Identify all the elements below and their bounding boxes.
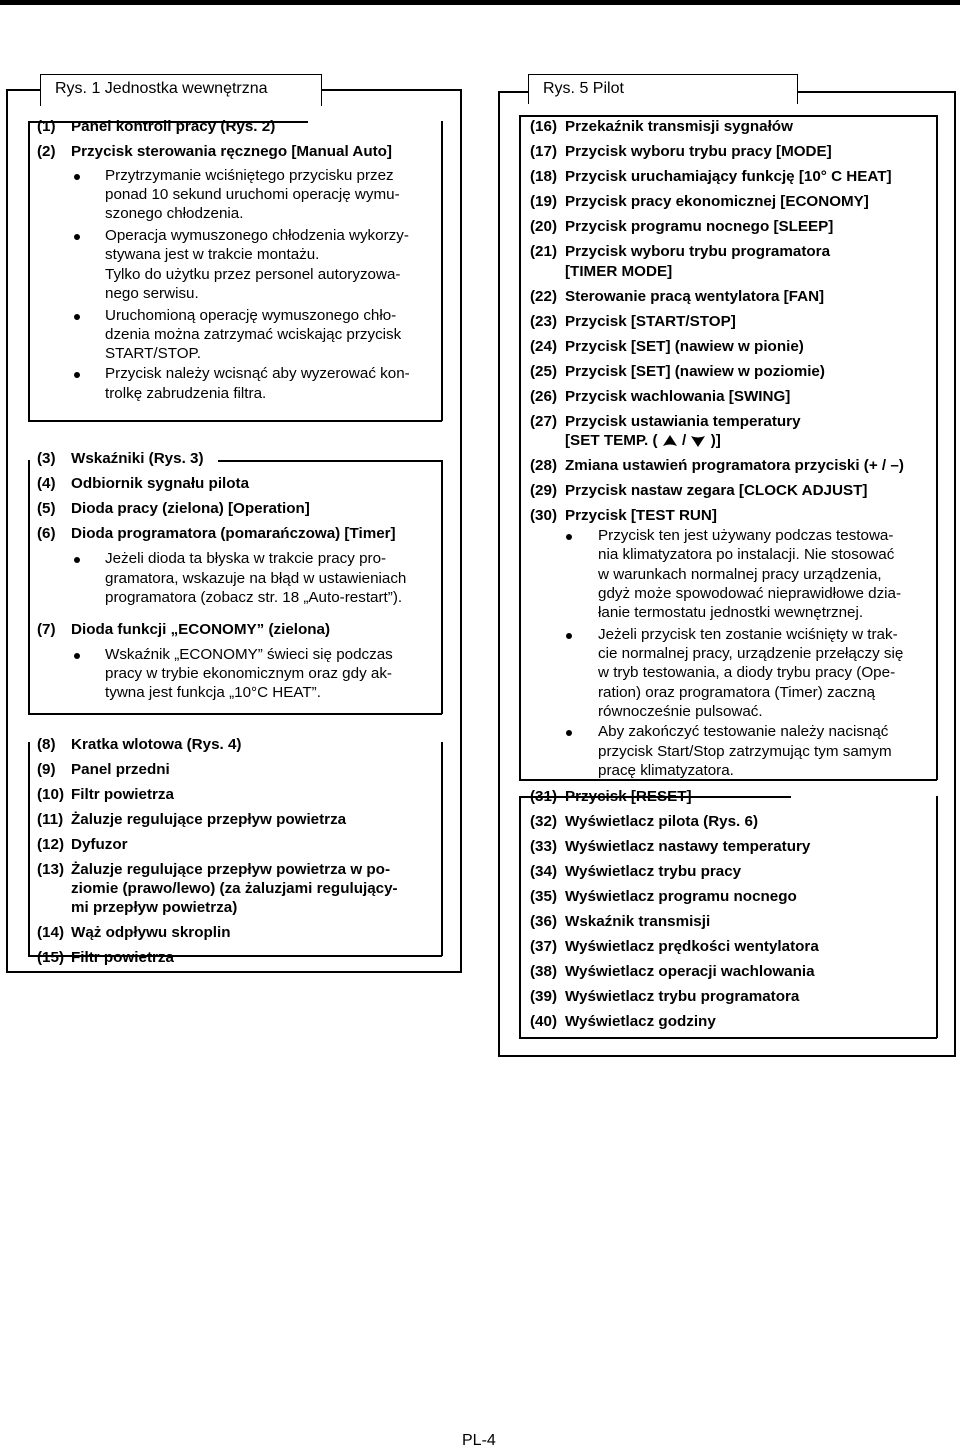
bullet-line: Operacja wymuszonego chłodzenia wykorzy- xyxy=(105,227,409,244)
bullet-line: stywana jest w trakcie montażu. xyxy=(105,246,320,263)
frame-line xyxy=(6,89,8,973)
bullet-line: START/STOP. xyxy=(105,345,201,362)
bullet xyxy=(74,557,80,563)
bullet xyxy=(74,653,80,659)
bullet-line: Aby zakończyć testowanie należy nacisnąć xyxy=(598,723,889,740)
set-temp-prefix: [SET TEMP. ( xyxy=(565,432,658,449)
bullet-line: ration) oraz programatora (Timer) zaczną xyxy=(598,684,876,701)
down-arrow-icon xyxy=(690,434,706,448)
set-temp-suffix: )] xyxy=(710,432,721,449)
section-title-text: Rys. 1 Jednostka wewnętrzna xyxy=(55,80,268,97)
up-arrow-icon xyxy=(662,434,678,448)
list-item-continuation: [TIMER MODE] xyxy=(565,263,673,280)
frame-line xyxy=(6,971,462,973)
bullet-line: nia klimatyzatora po instalacji. Nie stosować xyxy=(598,546,895,563)
bullet xyxy=(74,314,80,320)
bullet-line: gdyż może spowodować nieprawidłowe dzia- xyxy=(598,585,902,602)
frame-line xyxy=(441,460,443,714)
section-title-text: Rys. 5 Pilot xyxy=(543,80,624,97)
frame-line xyxy=(936,115,938,780)
page-number: PL-4 xyxy=(462,1432,496,1449)
frame-line xyxy=(460,89,462,973)
frame-line xyxy=(28,121,30,421)
bullet xyxy=(74,372,80,378)
bullet xyxy=(566,534,572,540)
bullet-line: trolkę zabrudzenia filtra. xyxy=(105,385,267,402)
frame-line xyxy=(519,1037,937,1039)
bullet-line: Jeżeli przycisk ten zostanie wciśnięty w trak- xyxy=(598,626,898,643)
frame-line xyxy=(218,460,442,462)
frame-line xyxy=(954,91,956,1057)
frame-line xyxy=(498,91,500,1057)
list-item-continuation: mi przepływ powietrza) xyxy=(71,899,238,916)
frame-line xyxy=(28,742,30,956)
bullet-line: Przycisk ten jest używany podczas testowa- xyxy=(598,527,894,544)
bullet-line: dzenia można zatrzymać wciskając przycisk xyxy=(105,326,402,343)
bullet xyxy=(74,174,80,180)
bullet-line: przycisk Start/Stop zatrzymując tym samym xyxy=(598,743,892,760)
bullet xyxy=(74,234,80,240)
bullet-line: Przytrzymanie wciśniętego przycisku przez xyxy=(105,167,394,184)
section-title xyxy=(528,74,798,104)
bullet-line: Przycisk należy wcisnąć aby wyzerować kon- xyxy=(105,365,410,382)
bullet xyxy=(566,730,572,736)
bullet-line: Tylko do użytku przez personel autoryzowa- xyxy=(105,266,401,283)
frame-line xyxy=(441,121,443,421)
bullet-line: Uruchomioną operację wymuszonego chło- xyxy=(105,307,397,324)
bullet-line: cie normalnej pracy, urządzenie przełączy się xyxy=(598,645,904,662)
bullet-line: łanie termostatu jednostki wewnętrznej. xyxy=(598,604,864,621)
bullet xyxy=(566,633,572,639)
bullet-line: nego serwisu. xyxy=(105,285,199,302)
frame-line xyxy=(519,115,937,117)
bullet-line: w tryb testowania, a diody trybu pracy (Ope- xyxy=(598,664,896,681)
bullet-line: Jeżeli dioda ta błyska w trakcie pracy pro- xyxy=(105,550,387,567)
bullet-line: gramatora, wskazuje na błąd w ustawieniach xyxy=(105,570,407,587)
frame-line xyxy=(936,796,938,1038)
frame-line xyxy=(28,460,30,714)
set-temp-line xyxy=(565,432,721,450)
bullet-line: programatora (zobacz str. 18 „Auto-restart”). xyxy=(105,589,403,606)
bullet-line: szonego chłodzenia. xyxy=(105,205,244,222)
bullet-line: ponad 10 sekund uruchomi operację wymu- xyxy=(105,186,400,203)
section-title xyxy=(40,74,322,106)
frame-line xyxy=(441,742,443,956)
set-temp-separator: / xyxy=(682,432,687,449)
bullet-line: równocześnie pulsować. xyxy=(598,703,763,720)
list-item-continuation: ziomie (prawo/lewo) (za żaluzjami regulujący- xyxy=(71,880,398,897)
frame-line xyxy=(519,796,521,1038)
frame-line xyxy=(498,1055,956,1057)
frame-line xyxy=(519,115,521,780)
bullet-line: tywna jest funkcja „10°C HEAT”. xyxy=(105,684,321,701)
bullet-line: Wskaźnik „ECONOMY” świeci się podczas xyxy=(105,646,393,663)
bullet-line: w warunkach normalnej pracy urządzenia, xyxy=(598,566,882,583)
bullet-line: pracę klimatyzatora. xyxy=(598,762,734,779)
top-rule xyxy=(0,0,960,5)
frame-line xyxy=(28,713,442,715)
frame-line xyxy=(28,420,442,422)
bullet-line: pracy w trybie ekonomicznym oraz gdy ak- xyxy=(105,665,392,682)
